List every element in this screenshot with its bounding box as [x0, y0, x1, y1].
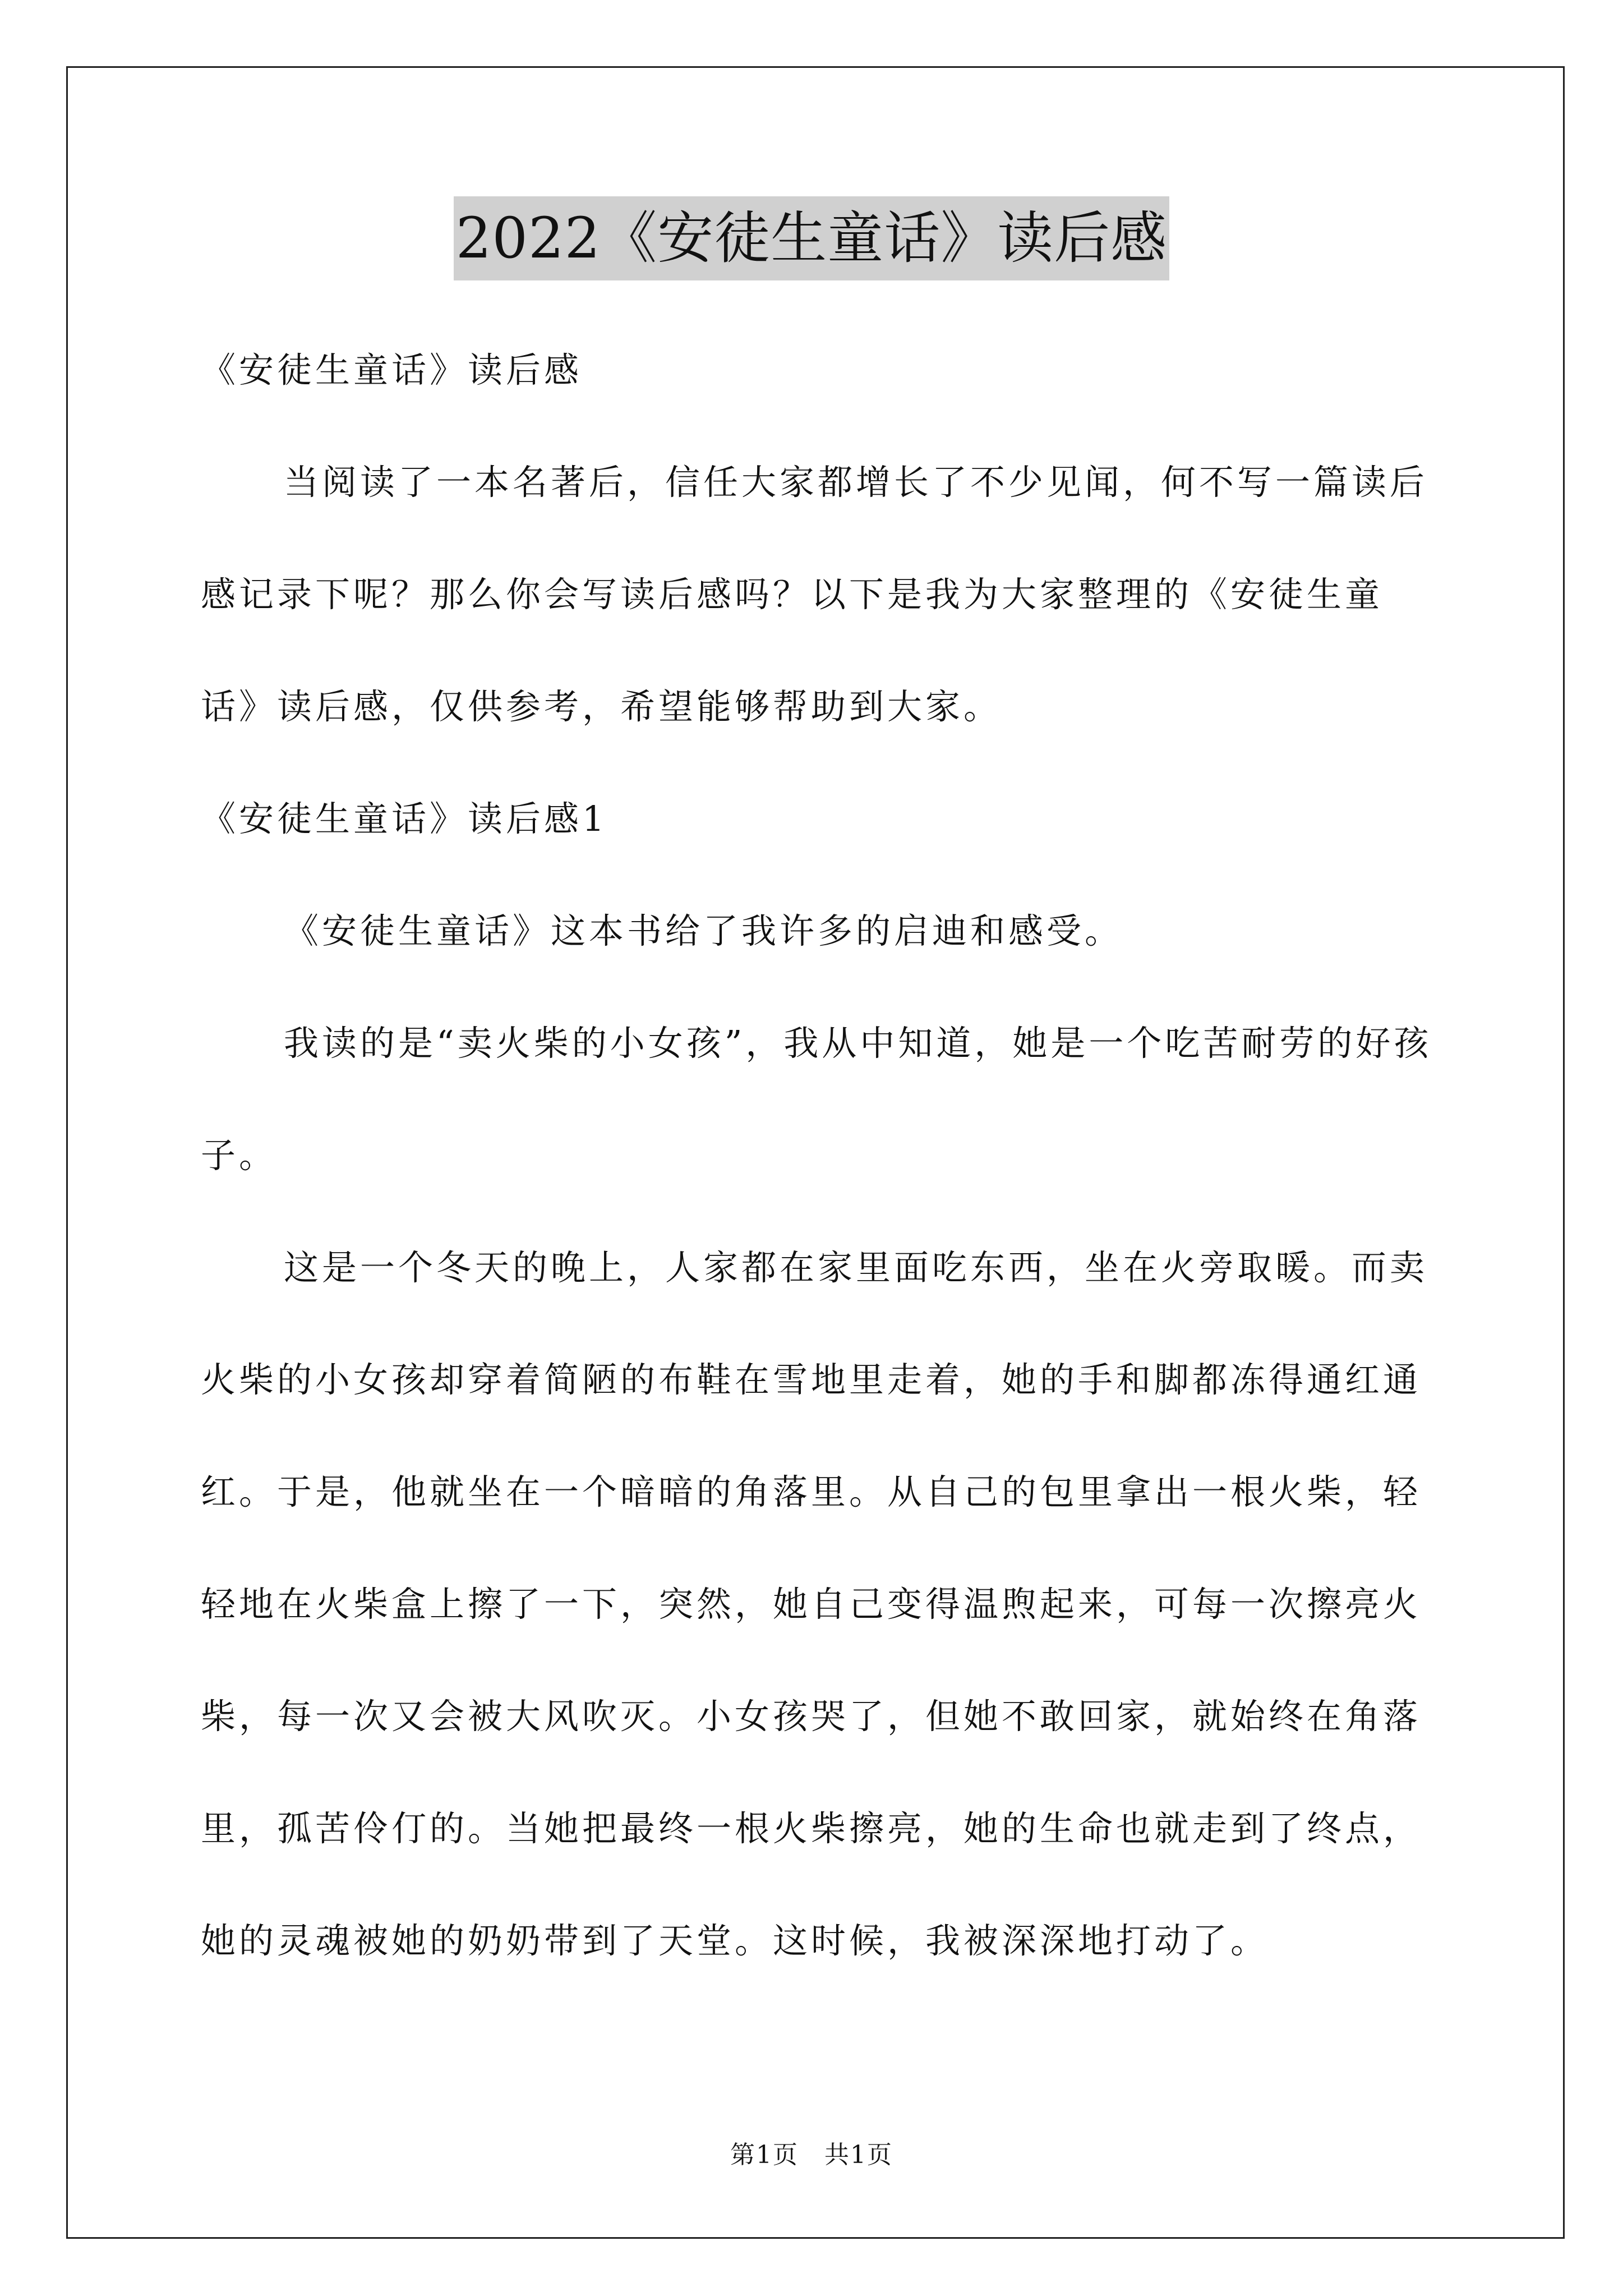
document-title: 2022《安徒生童话》读后感 [454, 196, 1170, 280]
document-body [201, 314, 1435, 1997]
body-paragraph: 这是一个冬天的晚上，人家都在家里面吃东西，坐在火旁取暖。而卖火柴的小女孩却穿着简陋的布鞋在雪地里走着，她的手和脚都冻得通红通红。于是，他就坐在一个暗暗的角落里。从自己的包里拿出一根火柴，轻轻地在火柴盒上擦了一下，突然，她自己变得温煦起来，可每一次擦亮火柴，每一次又会被大风吹灭。小女孩哭了，但她不敢回家，就始终在角落里，孤苦伶仃的。当她把最终一根火柴擦亮，她的生命也就走到了终点，她的灵魂被她的奶奶带到了天堂。这时候，我被深深地打动了。 [201, 1247, 1428, 1961]
section-heading: 《安徒生童话》读后感1 [201, 798, 608, 839]
body-paragraph: 我读的是“卖火柴的小女孩”，我从中知道，她是一个吃苦耐劳的好孩子。 [201, 1023, 1432, 1176]
body-paragraph: 当阅读了一本名著后，信任大家都增长了不少见闻，何不写一篇读后感记录下呢？那么你会写读后感吗？以下是我为大家整理的《安徒生童话》读后感，仅供参考，希望能够帮助到大家。 [201, 462, 1428, 727]
title-container [0, 196, 1623, 280]
body-paragraph: 《安徒生童话》这本书给了我许多的启迪和感受。 [284, 910, 1123, 951]
page-footer: 第1页 共1页 [730, 2141, 893, 2169]
section-heading: 《安徒生童话》读后感 [201, 349, 583, 390]
